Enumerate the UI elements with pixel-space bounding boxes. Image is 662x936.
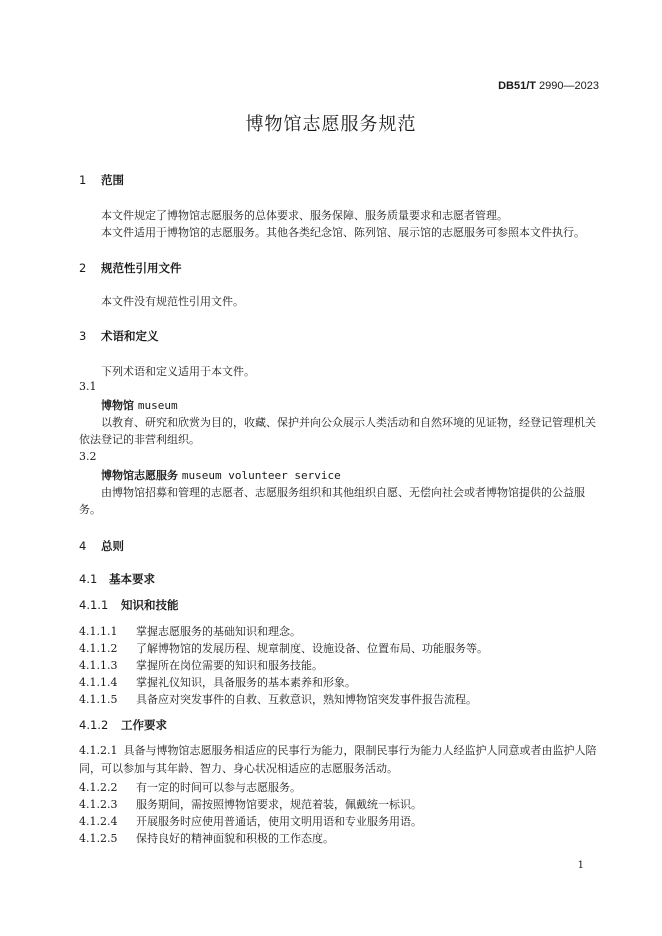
standard-number: 2990—2023	[539, 80, 599, 92]
subsection-4-1-1-heading	[79, 597, 179, 613]
term-chinese: 博物馆	[101, 399, 134, 412]
document-title: 博物馆志愿服务规范	[245, 114, 417, 135]
list-item	[79, 796, 422, 812]
section-number: 1	[79, 173, 87, 187]
list-item	[79, 657, 323, 673]
subsection-number: 4.1	[79, 572, 98, 586]
section-4-heading	[79, 538, 124, 554]
section-title: 术语和定义	[101, 329, 159, 343]
item-text: 具备与博物馆志愿服务相适应的民事行为能力，限制民事行为能力人经监护人同意或者由监护人陪同，可以参加与其年龄、智力、身心状况相适应的志愿服务活动。	[79, 744, 597, 775]
list-item	[79, 691, 477, 707]
section-title: 范围	[101, 173, 124, 187]
item-text: 掌握志愿服务的基础知识和理念。	[136, 625, 301, 638]
term-3-2-title	[101, 467, 341, 483]
subsection-title: 知识和技能	[121, 598, 179, 612]
subsection-number: 4.1.1	[79, 598, 109, 612]
section-number: 2	[79, 261, 87, 275]
list-item	[79, 623, 301, 639]
term-3-1-number: 3.1	[79, 380, 97, 393]
subsection-title: 工作要求	[121, 718, 167, 732]
item-text: 服务期间，需按照博物馆要求，规范着装，佩戴统一标识。	[136, 798, 422, 811]
section-2-paragraph: 本文件没有规范性引用文件。	[101, 295, 244, 308]
item-number: 4.1.1.5	[79, 693, 118, 706]
list-item	[79, 742, 601, 777]
list-item	[79, 779, 301, 795]
item-number: 4.1.1.4	[79, 676, 118, 689]
subsection-4-1-2-heading	[79, 717, 167, 733]
list-item	[79, 674, 356, 690]
item-number: 4.1.2.5	[79, 832, 118, 845]
term-3-2-definition: 由博物馆招募和管理的志愿者、志愿服务组织和其他组织自愿、无偿向社会或者博物馆提供的公益服务。	[79, 486, 585, 516]
subsection-title: 基本要求	[109, 572, 155, 586]
item-number: 4.1.2.4	[79, 815, 118, 828]
term-english: museum volunteer service	[181, 469, 341, 482]
item-number: 4.1.2.1	[79, 744, 118, 757]
list-item	[79, 813, 422, 829]
item-number: 4.1.1.1	[79, 625, 118, 638]
section-2-heading	[79, 260, 182, 276]
standard-prefix: DB51/T	[498, 80, 536, 92]
section-1-paragraph-2: 本文件适用于博物馆的志愿服务。其他各类纪念馆、陈列馆、展示馆的志愿服务可参照本文件执行。	[101, 226, 585, 239]
page-number: 1	[577, 860, 584, 871]
section-1-heading	[79, 172, 124, 188]
item-text: 了解博物馆的发展历程、规章制度、设施设备、位置布局、功能服务等。	[136, 642, 488, 655]
list-item	[79, 830, 334, 846]
term-3-1-definition: 以教育、研究和欣赏为目的，收藏、保护并向公众展示人类活动和自然环境的见证物，经登记管理机关依法登记的非营利组织。	[79, 416, 596, 446]
term-3-2-number: 3.2	[79, 450, 97, 463]
item-text: 掌握礼仪知识，具备服务的基本素养和形象。	[136, 676, 356, 689]
subsection-4-1-heading	[79, 571, 155, 587]
subsection-number: 4.1.2	[79, 718, 109, 732]
item-number: 4.1.2.2	[79, 781, 118, 794]
item-text: 保持良好的精神面貌和积极的工作态度。	[136, 832, 334, 845]
item-number: 4.1.1.2	[79, 642, 118, 655]
section-1-paragraph-1: 本文件规定了博物馆志愿服务的总体要求、服务保障、服务质量要求和志愿者管理。	[101, 209, 508, 222]
item-text: 有一定的时间可以参与志愿服务。	[136, 781, 301, 794]
term-3-1-title	[101, 397, 178, 413]
item-text: 具备应对突发事件的自救、互救意识，熟知博物馆突发事件报告流程。	[136, 693, 477, 706]
section-title: 规范性引用文件	[101, 261, 182, 275]
item-number: 4.1.2.3	[79, 798, 118, 811]
item-number: 4.1.1.3	[79, 659, 118, 672]
section-3-paragraph: 下列术语和定义适用于本文件。	[101, 365, 255, 378]
section-3-heading	[79, 328, 159, 344]
list-item	[79, 640, 488, 656]
item-text: 开展服务时应使用普通话，使用文明用语和专业服务用语。	[136, 815, 422, 828]
term-chinese: 博物馆志愿服务	[101, 469, 178, 482]
term-english: museum	[137, 399, 178, 412]
standard-code	[498, 80, 599, 92]
section-number: 3	[79, 329, 87, 343]
section-title: 总则	[101, 539, 124, 553]
section-number: 4	[79, 539, 87, 553]
item-text: 掌握所在岗位需要的知识和服务技能。	[136, 659, 323, 672]
